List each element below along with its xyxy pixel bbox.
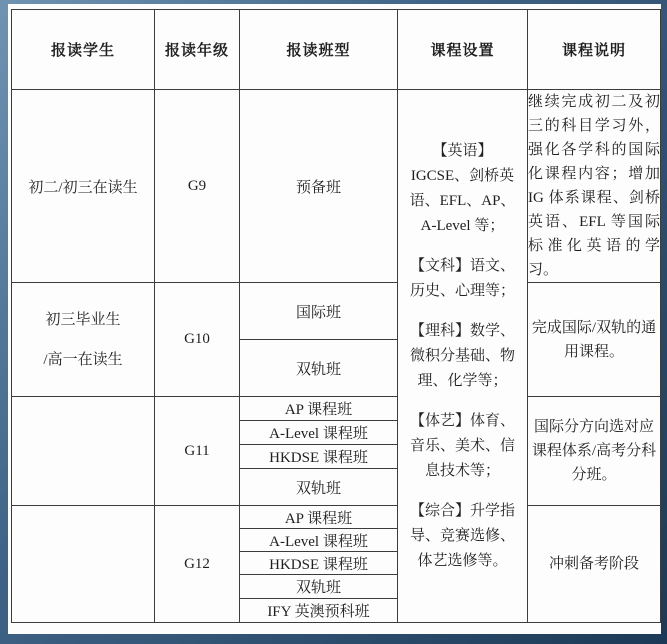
grade-cell-g10: G10 <box>155 283 240 397</box>
class-type-cell: AP 课程班 <box>240 506 398 529</box>
class-type-cell: A-Level 课程班 <box>240 421 398 445</box>
table-row <box>12 397 661 421</box>
table-row <box>12 506 661 529</box>
class-type-cell: HKDSE 课程班 <box>240 445 398 469</box>
curriculum-paragraph-comprehensive: 【综合】升学指导、竞赛选修、体艺选修等。 <box>409 502 515 569</box>
curriculum-paragraph-sports-arts: 【体艺】体育、音乐、美术、信息技术等； <box>409 412 515 479</box>
class-type-cell: 双轨班 <box>240 340 398 397</box>
grade-cell-g9: G9 <box>155 90 240 283</box>
header-cell-grade: 报读年级 <box>155 10 240 90</box>
header-cell-students: 报读学生 <box>12 10 155 90</box>
class-type-cell: A-Level 课程班 <box>240 529 398 552</box>
curriculum-paragraph-liberal-arts: 【文科】语文、历史、心理等； <box>409 257 515 299</box>
students-line-1: 初三毕业生 <box>45 311 121 328</box>
description-cell-g12: 冲刺备考阶段 <box>528 506 661 623</box>
class-type-cell: 双轨班 <box>240 469 398 506</box>
document-page <box>8 4 661 634</box>
students-cell-g12 <box>12 506 155 623</box>
class-type-cell: 双轨班 <box>240 575 398 599</box>
header-cell-class-type: 报读班型 <box>240 10 398 90</box>
class-type-cell: 国际班 <box>240 283 398 340</box>
class-type-cell: 预备班 <box>240 90 398 283</box>
grade-cell-g12: G12 <box>155 506 240 623</box>
table-row <box>12 90 661 283</box>
class-type-cell: HKDSE 课程班 <box>240 552 398 575</box>
students-cell-g11 <box>12 397 155 506</box>
class-type-cell: IFY 英澳预科班 <box>240 599 398 623</box>
grade-cell-g11: G11 <box>155 397 240 506</box>
students-cell-g10 <box>12 283 155 397</box>
header-row <box>12 10 661 90</box>
header-cell-description: 课程说明 <box>528 10 661 90</box>
description-cell-g11: 国际分方向选对应课程体系/高考分科分班。 <box>528 397 661 506</box>
class-type-cell: AP 课程班 <box>240 397 398 421</box>
students-cell-g9: 初二/初三在读生 <box>12 90 155 283</box>
enrollment-table <box>11 9 661 623</box>
description-cell-g10: 完成国际/双轨的通用课程。 <box>528 283 661 397</box>
description-cell-g9: 继续完成初二及初三的科目学习外，强化各学科的国际化课程内容；增加 IG 体系课程、剑桥英语、EFL 等国际标准化英语的学习。 <box>528 90 661 283</box>
header-cell-curriculum: 课程设置 <box>398 10 528 90</box>
table-row <box>12 283 661 340</box>
curriculum-paragraph-science: 【理科】数学、微积分基础、物理、化学等； <box>409 322 515 389</box>
curriculum-cell <box>398 90 528 623</box>
students-line-2: /高一在读生 <box>43 351 123 368</box>
curriculum-paragraph-english: 【英语】IGCSE、剑桥英语、EFL、AP、A-Level 等； <box>409 142 516 234</box>
